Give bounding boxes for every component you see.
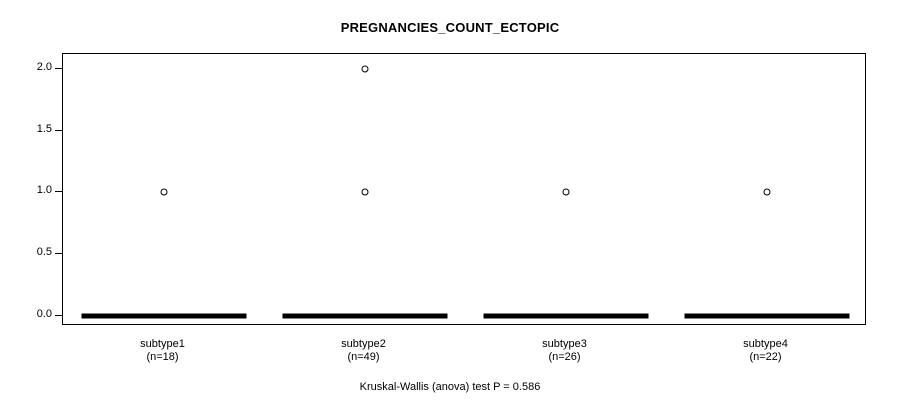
outlier-point [361,65,368,72]
x-tick-label-group [465,338,665,364]
y-tick-label: 1.0 [36,184,52,197]
y-tick-mark [55,68,62,69]
x-tick-label: subtype1 [140,338,185,350]
y-tick-mark [55,253,62,254]
box-subtype2 [282,314,447,319]
outlier-point [562,189,569,196]
plot-box [62,53,866,325]
x-tick-label-group [264,338,464,364]
x-tick-count: (n=49) [347,351,380,363]
outlier-point [160,189,167,196]
x-tick-count: (n=18) [146,351,179,363]
outlier-point [361,189,368,196]
y-tick-label: 1.5 [36,122,52,135]
y-tick-mark [55,130,62,131]
y-tick-mark [55,191,62,192]
x-tick-count: (n=22) [749,351,782,363]
plot-area [63,54,865,324]
x-tick-label: subtype4 [743,338,788,350]
page-title: PREGNANCIES_COUNT_ECTOPIC [340,20,560,35]
box-subtype3 [483,314,648,319]
x-tick-label-group [666,338,866,364]
y-tick-label: 0.5 [36,246,52,259]
statistical-test-footnote: Kruskal-Wallis (anova) test P = 0.586 [359,381,541,393]
box-subtype4 [684,314,849,319]
x-tick-label-group [63,338,263,364]
x-tick-label: subtype3 [542,338,587,350]
x-tick-label: subtype2 [341,338,386,350]
y-tick-label: 2.0 [36,60,52,73]
outlier-point [763,189,770,196]
x-tick-count: (n=26) [548,351,581,363]
y-tick-mark [55,315,62,316]
y-tick-label: 0.0 [36,308,52,321]
box-subtype1 [81,314,246,319]
